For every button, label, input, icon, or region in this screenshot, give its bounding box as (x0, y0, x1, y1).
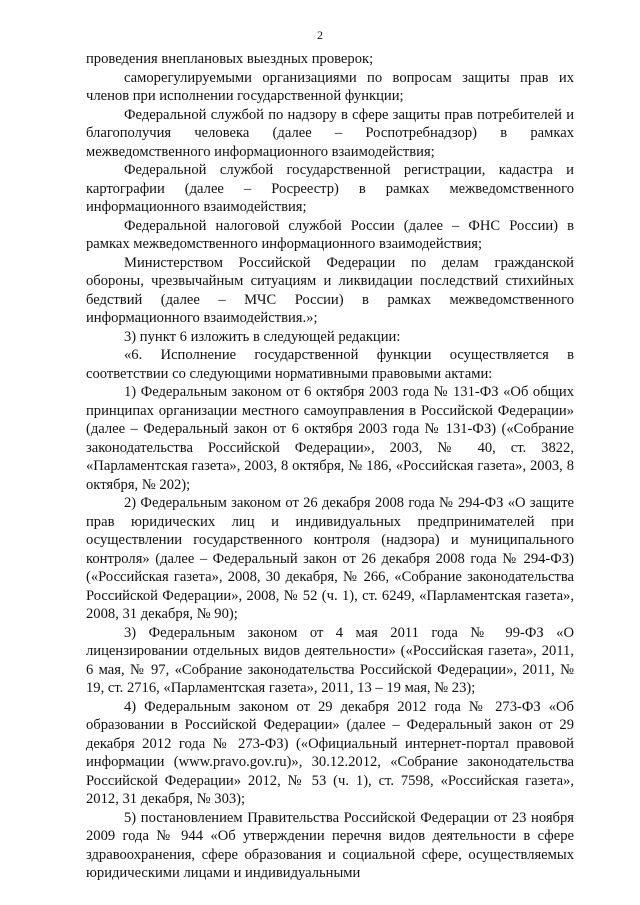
paragraph: 3) пункт 6 изложить в следующей редакции: (124, 328, 401, 345)
paragraph: Федеральной службой государственной регистрации, кадастра и картографии (далее – Росреестр) в рамках межведомственного информационного взаимодействия; (86, 162, 574, 215)
list-item: 4) Федеральным законом от 29 декабря 2012 года № 273-ФЗ «Об образовании в Российской Федерации» (далее – Федеральный закон от 29 декабря 2012 года № 273-ФЗ) («Официальный интернет-портал правовой информации (www.pravo.gov.ru)», 30.12.2012, «Собрание законодательства Российской Федерации» 2012, № 53 (ч. 1), ст. 7598, «Российская газета», 2012, 31 декабря, № 303); (86, 698, 574, 807)
document-body (86, 50, 574, 883)
paragraph: Федеральной службой по надзору в сфере защиты прав потребителей и благополучия человека (далее – Роспотребнадзор) в рамках межведомственного информационного взаимодействия; (86, 106, 574, 160)
paragraph: Министерством Российской Федерации по делам гражданской обороны, чрезвычайным ситуациям и ликвидации последствий стихийных бедствий (далее – МЧС России) в рамках межведомственного информационного взаимодействия.»; (86, 254, 574, 326)
paragraph: Федеральной налоговой службой России (далее – ФНС России) в рамках межведомственного информационного взаимодействия; (86, 217, 574, 252)
paragraph: «6. Исполнение государственной функции осуществляется в соответствии со следующими нормативными правовыми актами: (86, 347, 574, 382)
paragraph: проведения внеплановых выездных проверок; (86, 51, 374, 67)
page-number: 2 (317, 28, 323, 42)
list-item: 5) постановлением Правительства Российской Федерации от 23 ноября 2009 года № 944 «Об утверждении перечня видов деятельности в сфере здравоохранения, сфере образования и социальной сфере, осуществляемых юридическими лицами и индивидуальными (86, 809, 574, 881)
list-item: 3) Федеральным законом от 4 мая 2011 года № 99-ФЗ «О лицензировании отдельных видов деятельности» («Российская газета», 2011, 6 мая, № 97, «Собрание законодательства Российской Федерации», 2011, № 19, ст. 2716, «Парламентская газета», 2011, 13 – 19 мая, № 23); (86, 624, 574, 696)
paragraph: саморегулируемыми организациями по вопросам защиты прав их членов при исполнении государственной функции; (86, 69, 574, 104)
list-item: 1) Федеральным законом от 6 октября 2003 года № 131-ФЗ «Об общих принципах организации местного самоуправления в Российской Федерации» (далее – Федеральный закон от 6 октября 2003 года № 131-ФЗ) («Собрание законодательства Российской Федерации», 2003, № 40, ст. 3822, «Парламентская газета», 2003, 8 октября, № 186, «Российская газета», 2003, 8 октября, № 202); (86, 384, 574, 493)
list-item: 2) Федеральным законом от 26 декабря 2008 года № 294-ФЗ «О защите прав юридических лиц и индивидуальных предпринимателей при осуществлении государственного контроля (надзора) и муниципального контроля» (далее – Федеральный закон от 26 декабря 2008 года № 294-ФЗ) («Российская газета», 2008, 30 декабря, № 266, «Собрание законодательства Российской Федерации», 2008, № 52 (ч. 1), ст. 6249, «Парламентская газета», 2008, 31 декабря, № 90); (86, 495, 574, 622)
